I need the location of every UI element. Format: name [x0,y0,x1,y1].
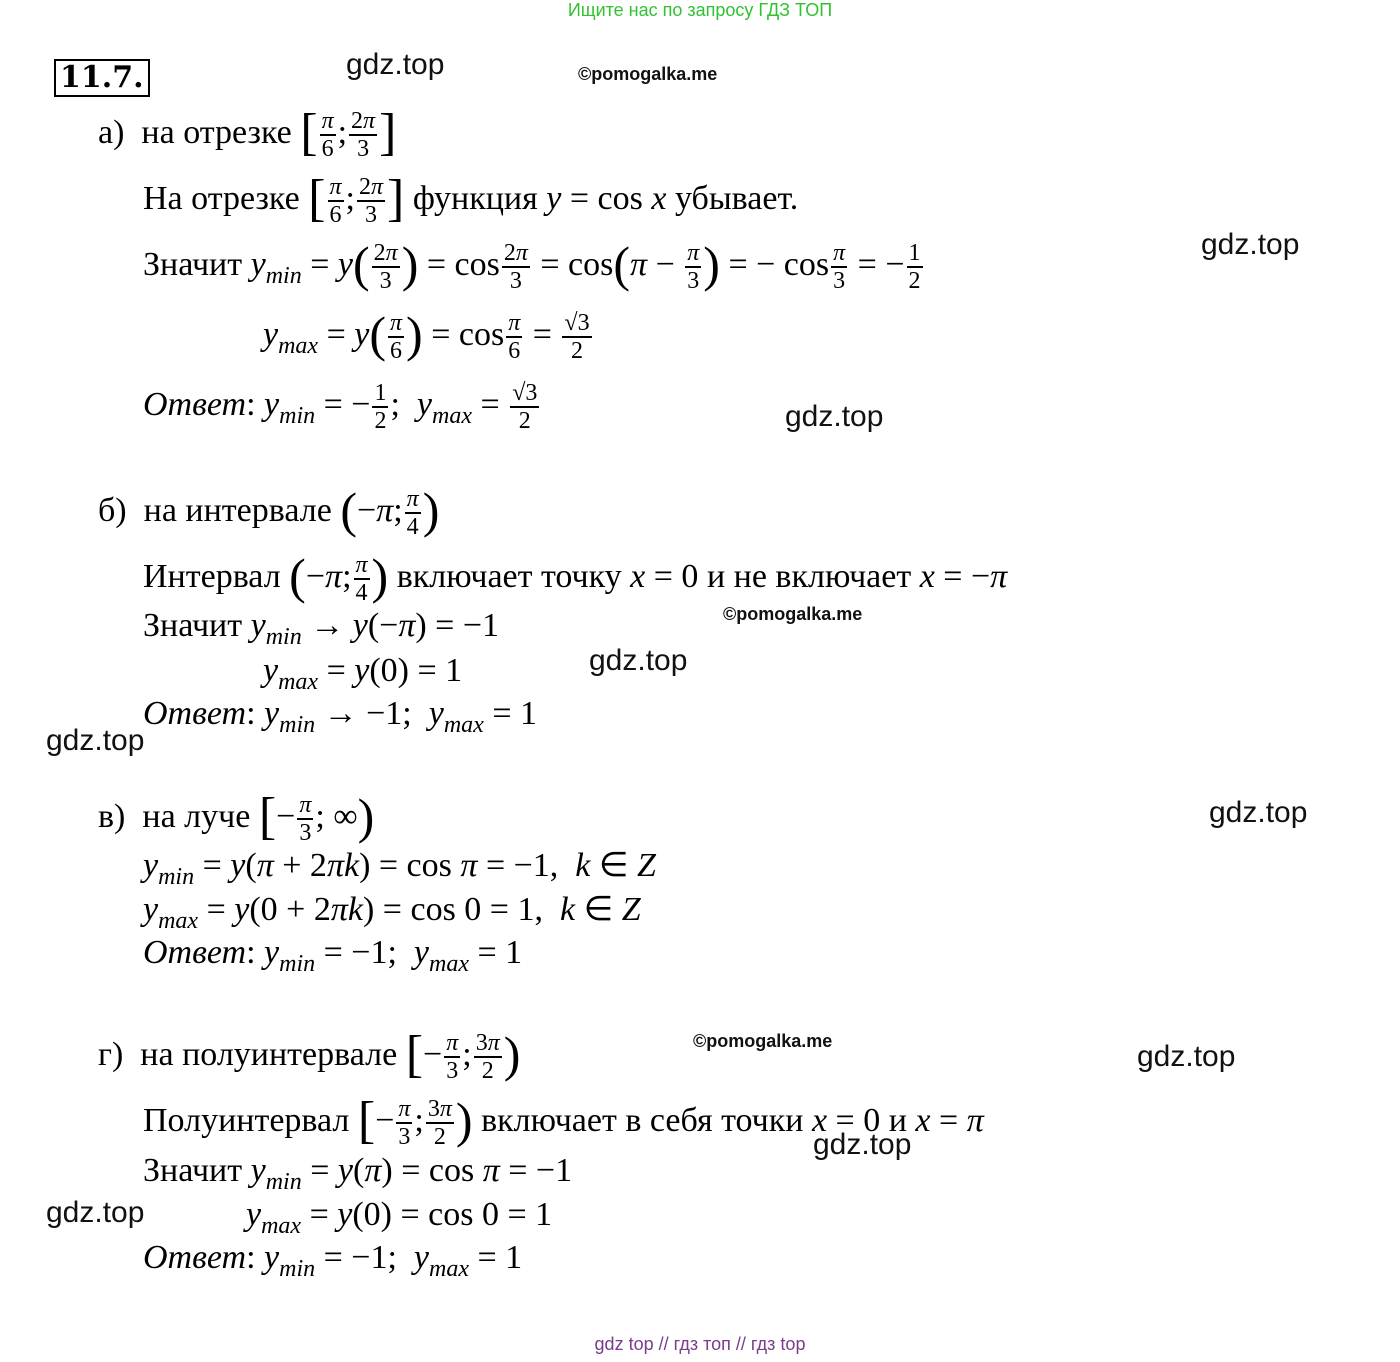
part-a-answer: Ответ: $y_{min}$ = − $\frac{1}{2}$ ; $y_{max}$ = $\frac{√3}{2}$ [143,380,538,434]
part-v-line2: $y_{min} = y(\pi + 2\pi k) = \cos \pi = -1$, k ∈ Z [143,847,656,890]
part-a-line4: $y_{max} = y$( $\frac{\pi}{6}$ ) = cos $\frac{\pi}{6}$ = $\frac{√3}{2}$ [263,305,590,364]
watermark-copyright: ©pomogalka.me [578,64,718,84]
part-label: а) [98,113,125,151]
watermark-gdz: gdz.top [813,1128,912,1161]
part-v-answer: Ответ: $y_{min} = -1$; $y_{max} = 1$ [143,934,523,977]
part-a-line1: а) на отрезке [ $\frac{\pi}{6}$ ; $\frac{2\pi}{3}$ ] [98,103,397,162]
watermark-gdz: gdz.top [589,644,688,677]
part-a-line3: Значит $y_{min} = y$( $\frac{2\pi}{3}$ ) = cos $\frac{2\pi}{3}$ = cos(π − $\frac{\pi}{3}$ ) = − cos $\frac{\pi}{3}$ = − $\frac{1}{2}$ [143,235,921,294]
part-label: в) [98,797,126,835]
part-g-line2: Полуинтервал [− $\frac{\pi}{3}$ ; $\frac{3\pi}{2}$ ) включает в себя точки x = 0 и x = π [143,1091,984,1150]
part-label: г) [98,1035,124,1073]
part-b-answer: Ответ: $y_{min} \to -1$; $y_{max} = 1$ [143,695,537,738]
watermark-gdz: gdz.top [46,1196,145,1229]
footer-links: gdz top // гдз топ // гдз top [594,1334,806,1354]
part-v-line1: в) на луче [− $\frac{\pi}{3}$ ; ∞) [98,787,375,846]
part-v-line3: $y_{max} = y(0 + 2\pi k) = \cos 0 = 1$, k ∈ Z [143,891,641,934]
part-b-line4: $y_{max} = y(0) = 1$ [263,652,463,695]
part-a-line2: На отрезке [ $\frac{\pi}{6}$ ; $\frac{2\pi}{3}$ ] функция y = cos x убывает. [143,169,799,228]
part-b-line1: б) на интервале (−π; $\frac{\pi}{4}$ ) [98,481,440,540]
part-b-line2: Интервал (−π; $\frac{\pi}{4}$ ) включает точку x = 0 и не включает x = −π [143,547,1008,606]
watermark-copyright: ©pomogalka.me [723,604,863,624]
part-label: б) [98,491,127,529]
top-banner: Ищите нас по запросу ГДЗ ТОП [567,0,833,20]
part-g-answer: Ответ: $y_{min} = -1$; $y_{max} = 1$ [143,1239,523,1282]
part-g-line1: г) на полуинтервале [− $\frac{\pi}{3}$ ; $\frac{3\pi}{2}$ ) [98,1025,521,1084]
part-b-line3: Значит $y_{min} \to y(-\pi) = -1$ [143,607,500,650]
part-g-line3: Значит $y_{min} = y(\pi) = \cos \pi = -1$ [143,1152,573,1195]
watermark-gdz: gdz.top [785,400,884,433]
watermark-gdz: gdz.top [46,724,145,757]
watermark-gdz: gdz.top [1137,1040,1236,1073]
watermark-copyright: ©pomogalka.me [693,1031,833,1051]
problem-number: 11.7. [54,59,150,97]
part-g-line4: $y_{max} = y(0) = \cos 0 = 1$ [246,1196,553,1239]
watermark-gdz: gdz.top [1201,228,1300,261]
watermark-gdz: gdz.top [346,48,445,81]
watermark-gdz: gdz.top [1209,796,1308,829]
